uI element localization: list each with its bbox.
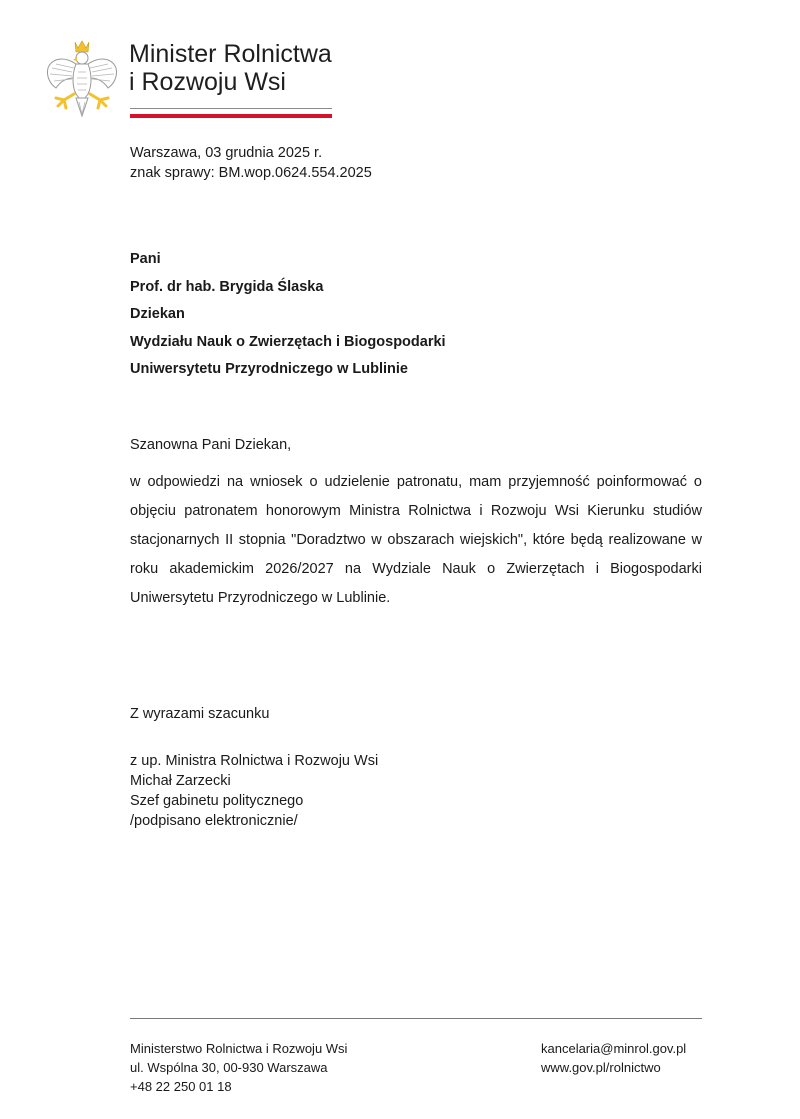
place-date: Warszawa, 03 grudnia 2025 r. <box>130 145 323 161</box>
recipient-line: Pani <box>130 251 161 267</box>
footer-phone: +48 22 250 01 18 <box>130 1079 232 1094</box>
footer-email-link[interactable]: kancelaria@minrol.gov.pl <box>541 1041 687 1056</box>
recipient-line: Dziekan <box>130 306 185 322</box>
footer-ministry-name: Ministerstwo Rolnictwa i Rozwoju Wsi <box>130 1041 348 1056</box>
signatory-role: Szef gabinetu politycznego <box>130 793 304 809</box>
closing: Z wyrazami szacunku <box>130 706 270 722</box>
footer-website-link[interactable]: www.gov.pl/rolnictwo <box>541 1060 661 1075</box>
footer-address <box>130 1039 347 1096</box>
recipient-line: Prof. dr hab. Brygida Ślaska <box>130 278 324 295</box>
footer-street: ul. Wspólna 30, 00-930 Warszawa <box>130 1060 328 1075</box>
ministry-title-line2: i Rozwoju Wsi <box>129 68 286 96</box>
polish-eagle-emblem-icon <box>44 38 120 118</box>
logo-red-rule <box>130 114 332 118</box>
salutation: Szanowna Pani Dziekan, <box>130 437 292 453</box>
recipient-line: Uniwersytetu Przyrodniczego w Lublinie <box>130 361 408 377</box>
logo-grey-rule <box>130 108 332 109</box>
signature-note: /podpisano elektronicznie/ <box>130 813 298 829</box>
letter-body: w odpowiedzi na wniosek o udzielenie patronatu, mam przyjemność poinformować o objęciu patronatem honorowym Ministra Rolnictwa i Rozwoju Wsi Kierunku studiów stacjonarnych II stopnia "Doradztwo w obszarach wiejskich", które będą realizowane w roku akademickim 2026/2027 na Wydziale Nauk o Zwierzętach i Biogospodarki Uniwersytetu Przyrodniczego w Lublinie. <box>130 474 702 606</box>
recipient-line: Wydziału Nauk o Zwierzętach i Biogospodarki <box>130 333 446 350</box>
footer-contact <box>541 1039 686 1077</box>
recipient-block <box>130 246 446 384</box>
footer-divider <box>130 1018 702 1019</box>
letter-meta <box>130 143 372 183</box>
signature-line: z up. Ministra Rolnictwa i Rozwoju Wsi <box>130 753 379 769</box>
signatory-name: Michał Zarzecki <box>130 773 231 789</box>
signature-block <box>130 751 378 831</box>
ministry-title <box>129 40 332 96</box>
ministry-title-line1: Minister Rolnictwa <box>129 40 332 68</box>
case-number: znak sprawy: BM.wop.0624.554.2025 <box>130 165 372 181</box>
